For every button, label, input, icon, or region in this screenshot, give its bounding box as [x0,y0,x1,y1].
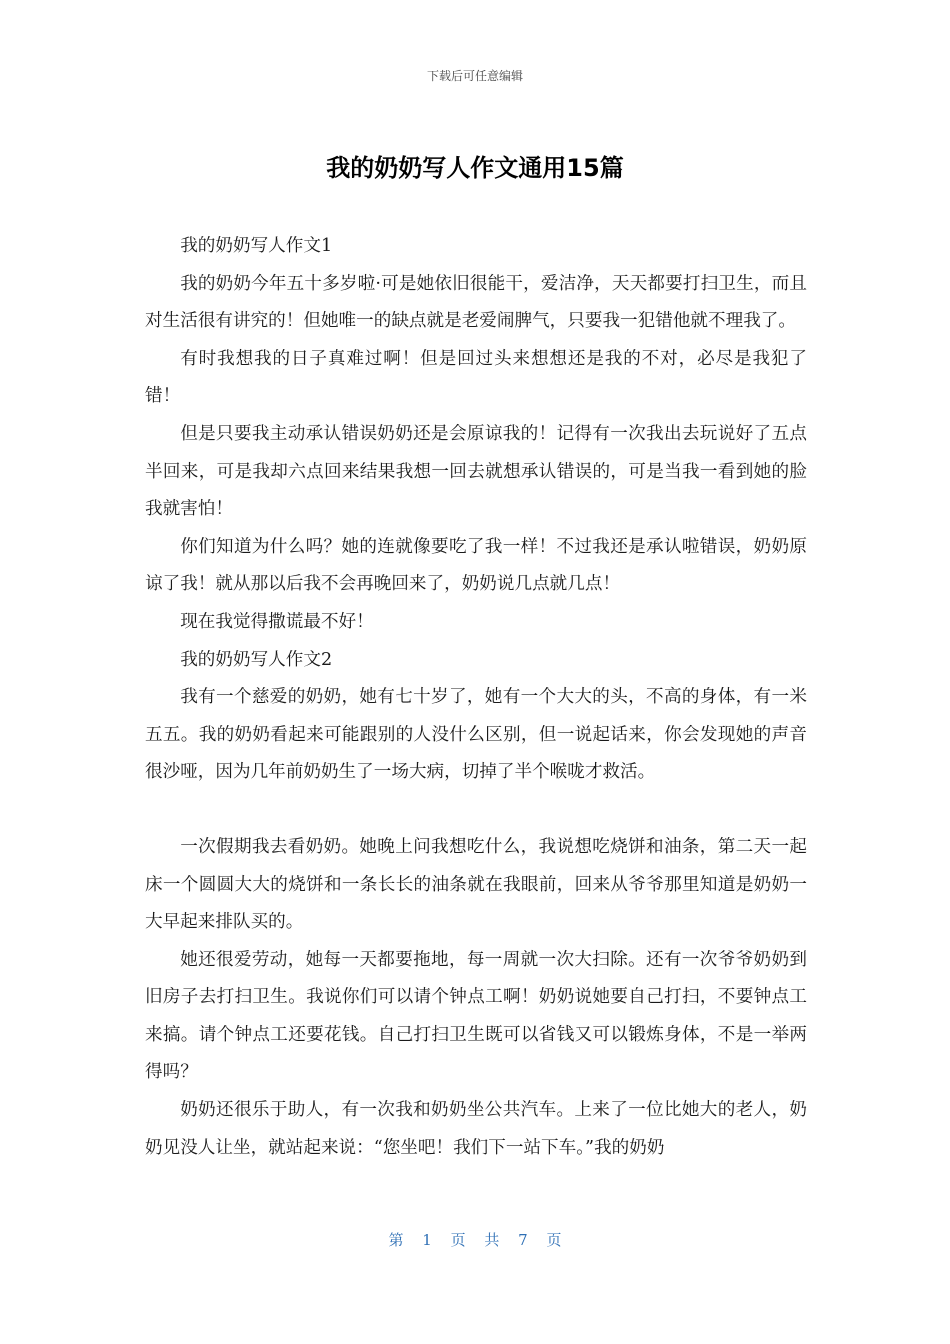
paragraph: 但是只要我主动承认错误奶奶还是会原谅我的！记得有一次我出去玩说好了五点半回来，可是我却六点回来结果我想一回去就想承认错误的，可是当我一看到她的脸我就害怕！ [145,423,807,520]
paragraph: 我有一个慈爱的奶奶，她有七十岁了，她有一个大大的头，不高的身体，有一米五五。我的奶奶看起来可能跟别的人没什么区别，但一说起话来，你会发现她的声音很沙哑，因为几年前奶奶生了一场大病，切掉了半个喉咙才救活。 [145,687,807,783]
paragraph: 你们知道为什么吗？她的连就像要吃了我一样！不过我还是承认啦错误，奶奶原谅了我！就从那以后我不会再晚回来了，奶奶说几点就几点！ [145,536,807,595]
page-number: 第 1 页 共 7 页 [388,1231,562,1249]
header-note: 下载后可任意编辑 [426,69,523,83]
document-body [145,228,807,1167]
essay-heading-1: 我的奶奶写人作文1 [180,236,333,256]
paragraph: 一次假期我去看奶奶。她晚上问我想吃什么，我说想吃烧饼和油条，第二天一起床一个圆圆大大的烧饼和一条长长的油条就在我眼前，回来从爷爷那里知道是奶奶一大早起来排队买的。 [145,836,807,933]
paragraph: 我的奶奶今年五十多岁啦·可是她依旧很能干，爱洁净，天天都要打扫卫生，而且对生活很有讲究的！但她唯一的缺点就是老爱闹脾气，只要我一犯错他就不理我了。 [145,273,807,332]
paragraph: 有时我想我的日子真难过啊！但是回过头来想想还是我的不对，必尽是我犯了错！ [145,348,807,407]
paragraph: 现在我觉得撒谎最不好！ [180,611,374,632]
document-title: 我的奶奶写人作文通用15篇 [326,154,624,182]
essay-heading-2: 我的奶奶写人作文2 [180,649,333,670]
paragraph: 她还很爱劳动，她每一天都要拖地，每一周就一次大扫除。还有一次爷爷奶奶到旧房子去打扫卫生。我说你们可以请个钟点工啊！奶奶说她要自己打扫，不要钟点工来搞。请个钟点工还要花钱。自己打扫卫生既可以省钱又可以锻炼身体，不是一举两得吗？ [145,949,807,1083]
paragraph: 奶奶还很乐于助人，有一次我和奶奶坐公共汽车。上来了一位比她大的老人，奶奶见没人让坐，就站起来说：“您坐吧！我们下一站下车。”我的奶奶 [145,1100,807,1158]
